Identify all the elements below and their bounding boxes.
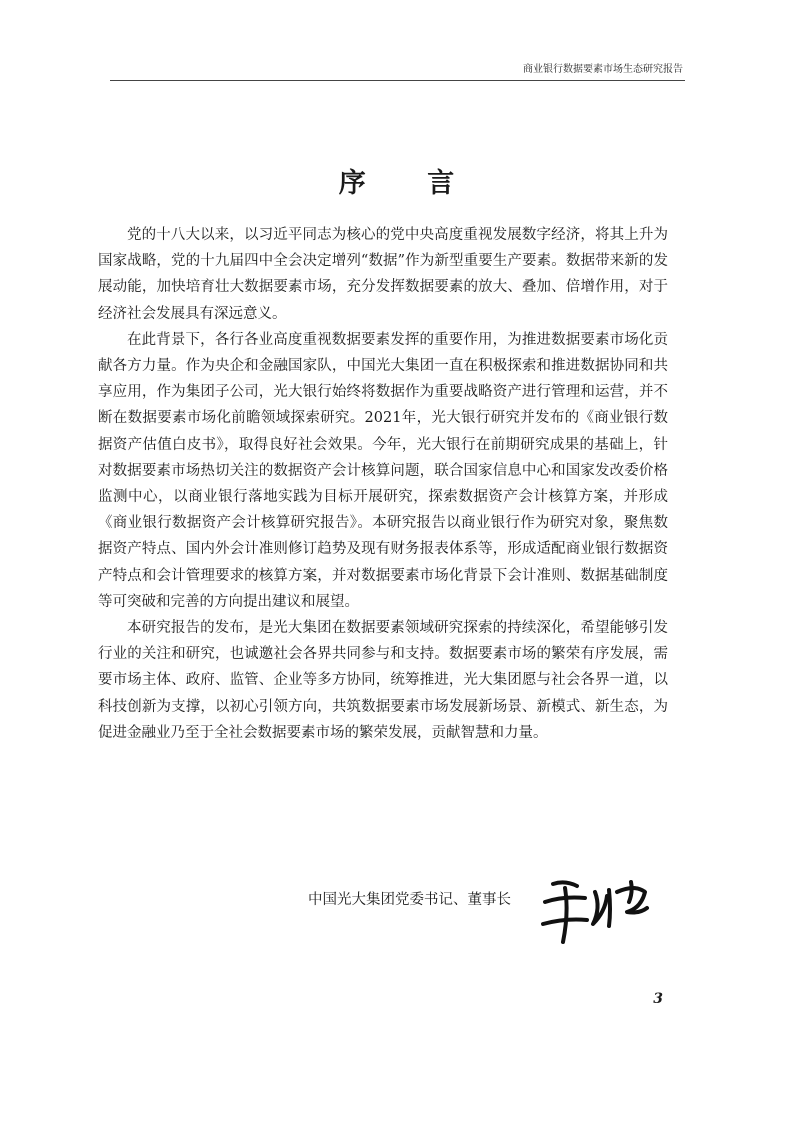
paragraph: 在此背景下，各行各业高度重视数据要素发挥的重要作用，为推进数据要素市场化贡献各方力量。作为央企和金融国家队，中国光大集团一直在积极探索和推进数据协同和共享应用，作为集团子公司，光大银行始终将数据作为重要战略资产进行管理和运营，并不断在数据要素市场化前瞻领域探索研究。2021年，光大银行研究并发布的《商业银行数据资产估值白皮书》，取得良好社会效果。今年，光大银行在前期研究成果的基础上，针对数据要素市场热切关注的数据资产会计核算问题，联合国家信息中心和国家发改委价格监测中心，以商业银行落地实践为目标开展研究，探索数据资产会计核算方案，并形成《商业银行数据资产会计核算研究报告》。本研究报告以商业银行作为研究对象，聚焦数据资产特点、国内外会计准则修订趋势及现有财务报表体系等，形成适配商业银行数据资产特点和会计管理要求的核算方案，并对数据要素市场化背景下会计准则、数据基础制度等可突破和完善的方向提出建议和展望。 (98, 331, 668, 610)
header-rule (110, 80, 685, 81)
paragraph: 本研究报告的发布，是光大集团在数据要素领域研究探索的持续深化，希望能够引发行业的关注和研究，也诚邀社会各界共同参与和支持。数据要素市场的繁荣有序发展，需要市场主体、政府、监管、企业等多方协同，统筹推进，光大集团愿与社会各界一道，以科技创新为支撑，以初心引领方向，共筑数据要素市场发展新场景、新模式、新生态，为促进金融业乃至于全社会数据要素市场的繁荣发展，贡献智慧和力量。 (98, 620, 668, 741)
running-header: 商业银行数据要素市场生态研究报告 (523, 64, 683, 75)
paragraph: 党的十八大以来，以习近平同志为核心的党中央高度重视发展数字经济，将其上升为国家战略，党的十九届四中全会决定增列“数据”作为新型重要生产要素。数据带来新的发展动能，加快培育壮大数据要素市场，充分发挥数据要素的放大、叠加、倍增作用，对于经济社会发展具有深远意义。 (98, 227, 668, 322)
page-number: 3 (653, 991, 663, 1007)
preface-body (98, 222, 668, 746)
handwritten-signature (535, 862, 665, 952)
page-title: 序 言 (338, 168, 481, 200)
signatory-title: 中国光大集团党委书记、董事长 (308, 892, 511, 908)
